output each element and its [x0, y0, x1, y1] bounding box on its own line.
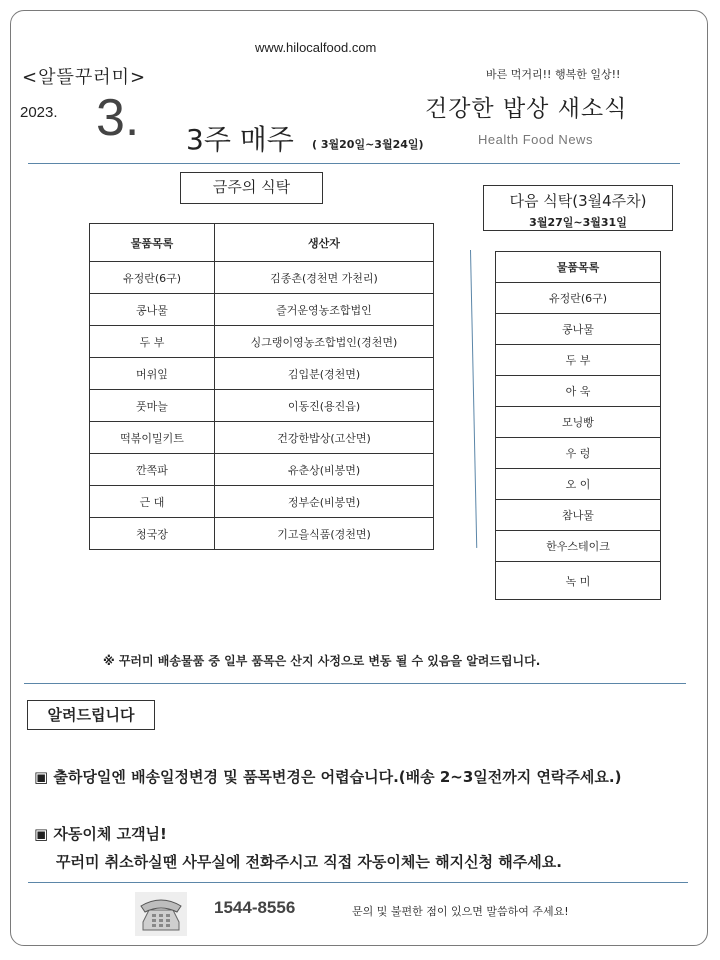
producer-cell: 정부순(비봉면) — [215, 486, 434, 518]
list-item: 우 렁 — [496, 438, 661, 469]
list-item: 두 부 — [496, 345, 661, 376]
list-item: 모닝빵 — [496, 407, 661, 438]
item-cell: 깐쪽파 — [90, 454, 215, 486]
telephone-icon — [135, 892, 187, 936]
table-row — [90, 390, 434, 422]
table-row — [90, 262, 434, 294]
footer-note: 문의 및 불편한 점이 있으면 말씀하여 주세요! — [352, 905, 569, 918]
item-cell: 유정란(6구) — [90, 262, 215, 294]
table-row — [90, 422, 434, 454]
week-date-range: ( 3월20일~3월24일) — [312, 138, 424, 151]
producer-cell: 김입분(경천면) — [215, 358, 434, 390]
next-week-dates: 3월27일~3월31일 — [529, 216, 627, 229]
list-item: 유정란(6구) — [496, 283, 661, 314]
newsletter-title: 건강한 밥상 새소식 — [425, 96, 628, 122]
producer-cell: 기고을식품(경천면) — [215, 518, 434, 550]
website-url: www.hilocalfood.com — [255, 40, 377, 55]
header-divider — [28, 163, 680, 164]
list-item: 콩나물 — [496, 314, 661, 345]
column-header-item: 물품목록 — [90, 224, 215, 262]
list-item: 오 이 — [496, 469, 661, 500]
item-cell: 떡볶이밀키트 — [90, 422, 215, 454]
producer-cell: 즐거운영농조합법인 — [215, 294, 434, 326]
this-week-label: 금주의 식탁 — [180, 172, 323, 204]
producer-cell: 김종촌(경천면 가천리) — [215, 262, 434, 294]
list-item: 아 욱 — [496, 376, 661, 407]
table-row — [90, 326, 434, 358]
column-header-item: 물품목록 — [496, 252, 661, 283]
table-row — [90, 518, 434, 550]
producer-cell: 유춘상(비봉면) — [215, 454, 434, 486]
column-header-producer: 생산자 — [215, 224, 434, 262]
list-item: 참나물 — [496, 500, 661, 531]
issue-year: 2023. — [20, 104, 58, 121]
table-row — [90, 358, 434, 390]
this-week-table — [89, 223, 434, 550]
producer-cell: 이동진(용진읍) — [215, 390, 434, 422]
issue-week: 3주 매주 — [186, 123, 294, 156]
table-row — [90, 454, 434, 486]
table-row — [90, 486, 434, 518]
announcement-label: 알려드립니다 — [27, 700, 155, 730]
item-cell: 머위잎 — [90, 358, 215, 390]
next-week-label: 다음 식탁(3월4주차) — [509, 192, 647, 210]
issue-month: 3. — [96, 89, 140, 147]
notice-divider — [24, 683, 686, 684]
item-cell: 콩나물 — [90, 294, 215, 326]
item-cell: 근 대 — [90, 486, 215, 518]
list-item: 녹 미 — [496, 562, 661, 600]
item-cell: 청국장 — [90, 518, 215, 550]
announcement-item-1: ▣ 출하당일엔 배송일정변경 및 품목변경은 어렵습니다.(배송 2~3일전까지 연락주세요.) — [34, 768, 622, 786]
phone-number: 1544-8556 — [214, 898, 296, 917]
producer-cell: 건강한밥상(고산면) — [215, 422, 434, 454]
producer-cell: 싱그랭이영농조합법인(경천면) — [215, 326, 434, 358]
next-week-label-box — [483, 185, 673, 231]
next-week-table — [495, 251, 661, 600]
announcement-item-2-title: ▣ 자동이체 고객님! — [34, 825, 167, 843]
delivery-notice: ※ 꾸러미 배송물품 중 일부 품목은 산지 사정으로 변동 될 수 있음을 알려드립니다. — [103, 654, 541, 668]
subtitle-english: Health Food News — [478, 132, 593, 147]
slogan: 바른 먹거리!! 행복한 일상!! — [486, 68, 621, 81]
list-item: 한우스테이크 — [496, 531, 661, 562]
item-cell: 두 부 — [90, 326, 215, 358]
item-cell: 풋마늘 — [90, 390, 215, 422]
footer-divider — [28, 882, 688, 883]
announcement-item-2-body: 꾸러미 취소하실땐 사무실에 전화주시고 직접 자동이체는 해지신청 해주세요. — [56, 853, 562, 871]
table-row — [90, 294, 434, 326]
brand-name: <알뜰꾸러미> — [22, 67, 147, 88]
